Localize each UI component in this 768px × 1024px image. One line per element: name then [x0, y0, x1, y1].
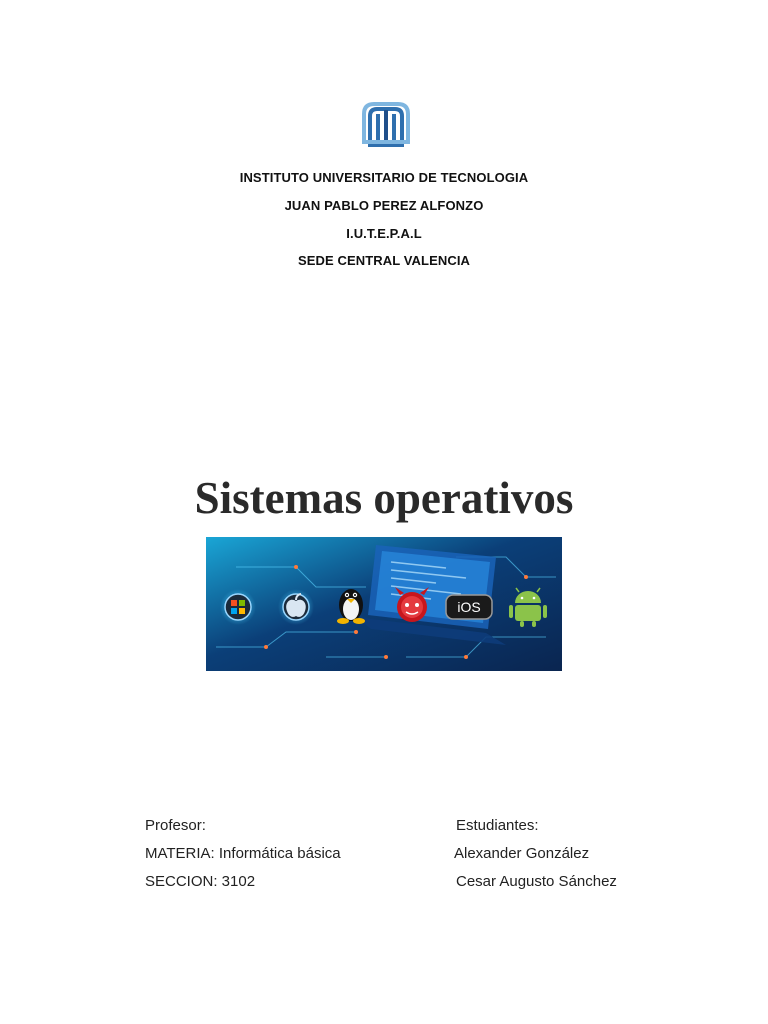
student-name: Alexander González [454, 845, 590, 862]
institution-acronym: I.U.T.E.P.A.L [346, 226, 422, 241]
institution-campus: SEDE CENTRAL VALENCIA [297, 253, 471, 268]
windows-icon [220, 589, 256, 625]
seccion-text: SECCION: 3102 [145, 873, 256, 890]
ios-icon [446, 595, 492, 619]
materia-text: MATERIA: Informática básica [145, 845, 341, 862]
document-title: Sistemas operativos [194, 473, 574, 523]
estudiantes-label: Estudiantes: [456, 817, 539, 834]
student-name: Cesar Augusto Sánchez [456, 873, 617, 890]
ios-label: iOS [457, 599, 481, 615]
institution-subtitle: JUAN PABLO PEREZ ALFONZO [284, 198, 484, 213]
profesor-label: Profesor: [145, 817, 206, 834]
apple-icon [278, 589, 314, 625]
institution-name: INSTITUTO UNIVERSITARIO DE TECNOLOGIA [239, 170, 529, 185]
institution-logo [356, 96, 416, 152]
operating-systems-banner [206, 537, 562, 671]
